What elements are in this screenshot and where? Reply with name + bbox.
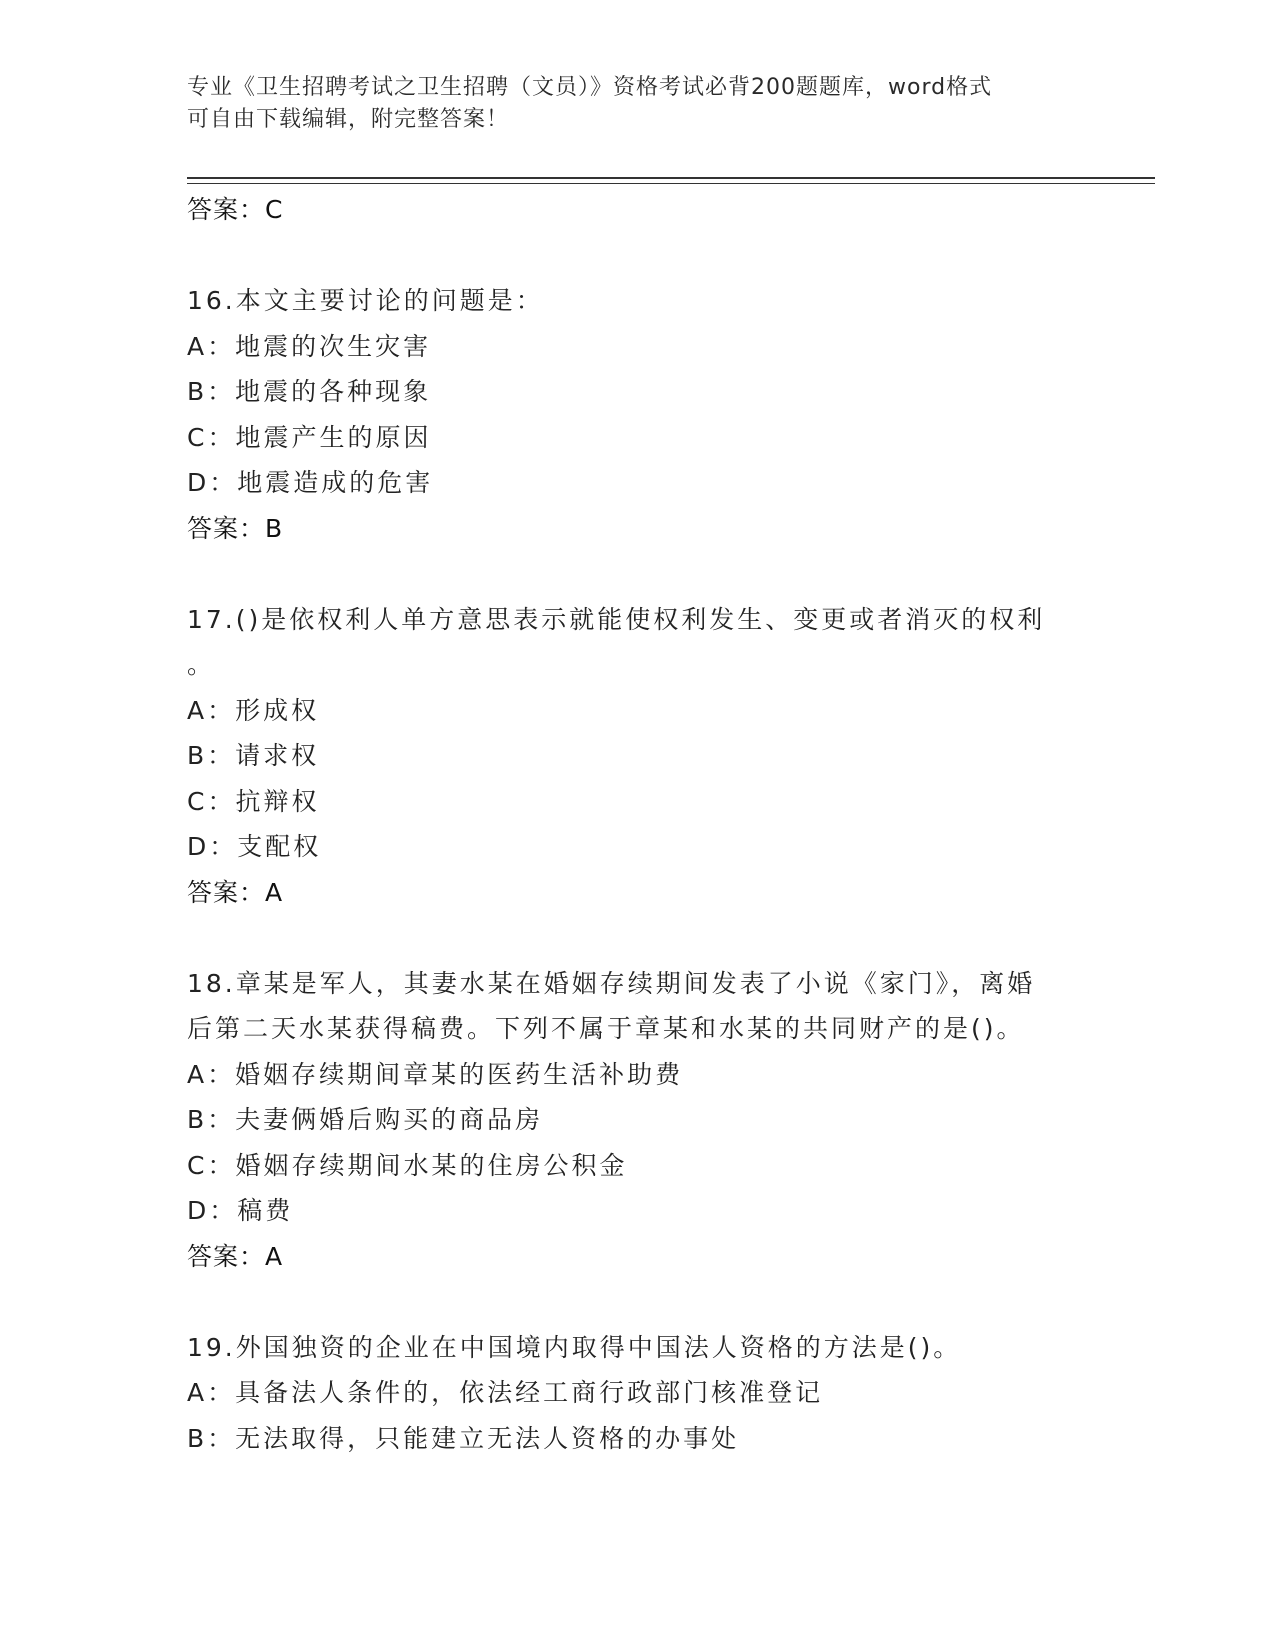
option-a: A：形成权 (187, 695, 320, 725)
question-17 (187, 597, 1087, 916)
option-b: B：请求权 (187, 741, 320, 770)
header-line-2: 可自由下载编辑，附完整答案！ (187, 107, 510, 132)
option-c: C：地震产生的原因 (187, 422, 432, 452)
question-answer: 答案：A (187, 1241, 284, 1271)
spacer (187, 551, 1087, 597)
document-header (187, 72, 1087, 136)
spacer (187, 915, 1087, 961)
header-divider-thin (187, 183, 1155, 184)
question-stem: 19.外国独资的企业在中国境内取得中国法人资格的方法是()。 (187, 1332, 962, 1362)
option-d: D：地震造成的危害 (187, 468, 434, 497)
option-b: B：无法取得，只能建立无法人资格的办事处 (187, 1423, 740, 1453)
option-d: D：稿费 (187, 1196, 294, 1225)
question-list (187, 187, 1087, 1461)
question-answer: 答案：B (187, 513, 284, 543)
spacer (187, 233, 1087, 279)
option-a: A：具备法人条件的，依法经工商行政部门核准登记 (187, 1378, 824, 1407)
option-c: C：抗辩权 (187, 786, 320, 816)
question-stem-line-2: 。 (187, 650, 216, 679)
question-18 (187, 961, 1087, 1280)
option-c: C：婚姻存续期间水某的住房公积金 (187, 1150, 628, 1180)
option-a: A：地震的次生灾害 (187, 331, 432, 361)
option-b: B：地震的各种现象 (187, 377, 432, 406)
previous-answer: 答案：C (187, 195, 284, 224)
option-b: B：夫妻俩婚后购买的商品房 (187, 1105, 544, 1134)
header-line-1: 专业《卫生招聘考试之卫生招聘（文员）》资格考试必背200题题库，word格式 (187, 75, 993, 100)
question-stem-line-1: 18.章某是军人，其妻水某在婚姻存续期间发表了小说《家门》，离婚 (187, 968, 1036, 998)
spacer (187, 1279, 1087, 1325)
question-stem: 16.本文主要讨论的问题是： (187, 286, 544, 315)
question-stem-line-1: 17.()是依权利人单方意思表示就能使权利发生、变更或者消灭的权利 (187, 604, 1046, 634)
question-16 (187, 278, 1087, 551)
question-19 (187, 1325, 1087, 1462)
option-d: D：支配权 (187, 832, 322, 861)
question-stem-line-2: 后第二天水某获得稿费。下列不属于章某和水某的共同财产的是()。 (187, 1014, 1025, 1043)
question-answer: 答案：A (187, 877, 284, 907)
option-a: A：婚姻存续期间章某的医药生活补助费 (187, 1059, 684, 1089)
header-divider-thick (187, 177, 1155, 179)
